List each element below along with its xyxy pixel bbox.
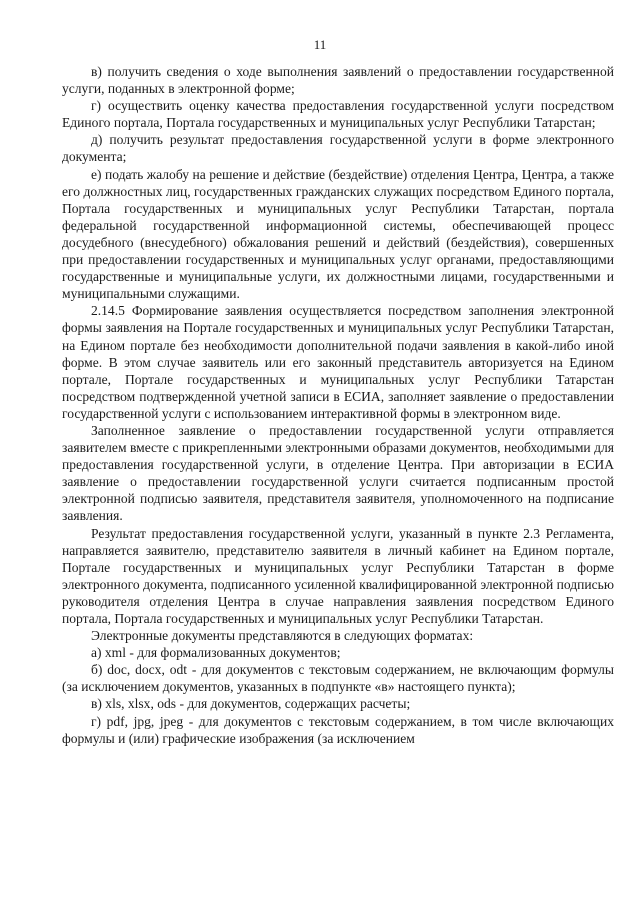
paragraph-g-quality: г) осуществить оценку качества предоставления государственной услуги посредством Единого портала, Портала государственных и муниципальных услуг Республики Татарстан;: [62, 98, 614, 131]
paragraph-d-result: д) получить результат предоставления государственной услуги в форме электронного документа;: [62, 132, 614, 165]
paragraph-format-xls: в) xls, xlsx, ods - для документов, содержащих расчеты;: [91, 696, 411, 712]
paragraph-service-result: Результат предоставления государственной услуги, указанный в пункте 2.3 Регламента, направляется заявителю, представителю заявителя в личный кабинет на Едином портале, Портале государственных и муниципальных услуг Республики Татарстан в форме электронного документа, подписанного усиленной квалифицированной электронной подписью руководителя отделения Центра в случае направления заявления посредством Единого портала, Портала государственных и муниципальных услуг Республики Татарстан.: [62, 525, 614, 626]
paragraph-format-pdf: г) pdf, jpg, jpeg - для документов с текстовым содержанием, в том числе включающих формулы и (или) графические изображения (за исключением: [62, 713, 614, 746]
paragraph-2-14-5: 2.14.5 Формирование заявления осуществляется посредством заполнения электронной формы заявления на Портале государственных и муниципальных услуг Республики Татарстан, на Едином портале без необходимости дополнительной подачи заявления в какой-либо иной форме. В этом случае заявитель или его законный представитель авторизуется на Едином портале, Портале государственных и муниципальных услуг Республики Татарстан посредством подтвержденной учетной записи в ЕСИА, заполняет заявление о предоставлении государственной услуги с использованием интерактивной формы в электронном виде.: [62, 303, 614, 421]
paragraph-submitted-application: Заполненное заявление о предоставлении государственной услуги отправляется заявителем вместе с прикрепленными электронными образами документов, необходимыми для предоставления государственной услуги, в отделение Центра. При авторизации в ЕСИА заявление о предоставлении государственной услуги считается подписанным простой электронной подписью заявителя, представителя заявителя, уполномоченного на подписание заявления.: [62, 422, 614, 524]
page-number: 11: [313, 37, 327, 52]
paragraph-formats-intro: Электронные документы представляются в следующих форматах:: [91, 628, 474, 644]
paragraph-e-complaint: е) подать жалобу на решение и действие (бездействие) отделения Центра, Центра, а также его должностных лиц, государственных гражданских служащих посредством Единого портала, Портала государственных и муниципальных услуг Республики Татарстан, портала федеральной государственной информационной системы, обеспечивающей процесс досудебного (внесудебного) обжалования решений и действий (бездействия), совершенных при предоставлении государственных и муниципальных услуг органами, предоставляющими государственные и муниципальные услуги, их должностными лицами, государственными и муниципальными служащими.: [62, 166, 614, 302]
paragraph-format-doc: б) doc, docx, odt - для документов с текстовым содержанием, не включающим формулы (за исключением документов, указанных в подпункте «в» настоящего пункта);: [62, 662, 614, 695]
document-body: [62, 63, 614, 747]
paragraph-format-xml: а) xml - для формализованных документов;: [91, 645, 341, 661]
paragraph-v-status: в) получить сведения о ходе выполнения заявлений о предоставлении государственной услуги, поданных в электронной форме;: [62, 64, 614, 97]
